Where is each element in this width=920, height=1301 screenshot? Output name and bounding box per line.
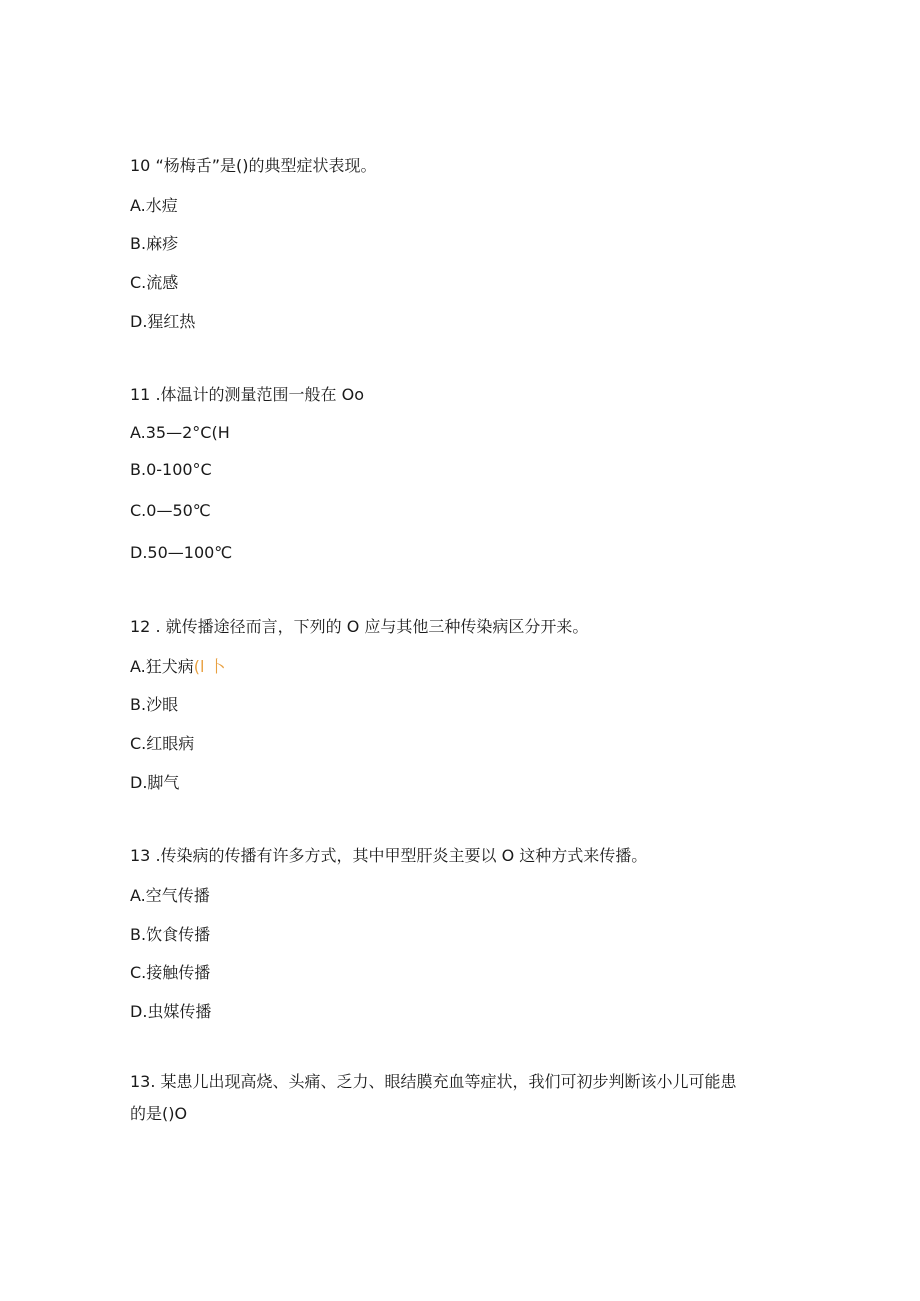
option-d: D.脚气 xyxy=(130,773,180,792)
question-stem: 10 “杨梅舌”是()的典型症状表现。 xyxy=(130,156,377,175)
option-b: B.0-100°C xyxy=(130,460,212,479)
question-stem-line-1: 13. 某患儿出现高烧、头痛、乏力、眼结膜充血等症状，我们可初步判断该小儿可能患 xyxy=(130,1072,737,1091)
question-13b xyxy=(130,1068,790,1128)
question-13 xyxy=(130,842,790,1021)
question-stem: 13 .传染病的传播有许多方式，其中甲型肝炎主要以 O 这种方式来传播。 xyxy=(130,846,648,865)
option-a: A.35—2°C(H xyxy=(130,423,230,442)
option-a: A.空气传播 xyxy=(130,886,210,905)
option-b: B.沙眼 xyxy=(130,695,179,714)
option-a-mark: (l 卜 xyxy=(193,657,226,676)
option-c: C.0—50℃ xyxy=(130,501,211,520)
option-d: D.虫媒传播 xyxy=(130,1002,212,1021)
option-b: B.麻疹 xyxy=(130,234,179,253)
question-11 xyxy=(130,381,790,562)
question-stem: 11 .体温计的测量范围一般在 Oo xyxy=(130,385,365,404)
option-a-text: A.狂犬病 xyxy=(130,657,194,676)
option-a: A.水痘 xyxy=(130,196,178,215)
option-b: B.饮食传播 xyxy=(130,925,211,944)
option-a xyxy=(130,653,226,681)
option-c: C.流感 xyxy=(130,273,179,292)
question-stem: 12 . 就传播途径而言，下列的 O 应与其他三种传染病区分开来。 xyxy=(130,617,589,636)
question-12 xyxy=(130,613,790,792)
question-stem-line-2: 的是()O xyxy=(130,1104,188,1123)
question-10 xyxy=(130,152,790,331)
option-d: D.猩红热 xyxy=(130,312,196,331)
option-c: C.红眼病 xyxy=(130,734,195,753)
option-c: C.接触传播 xyxy=(130,963,211,982)
option-d: D.50—100℃ xyxy=(130,543,233,562)
